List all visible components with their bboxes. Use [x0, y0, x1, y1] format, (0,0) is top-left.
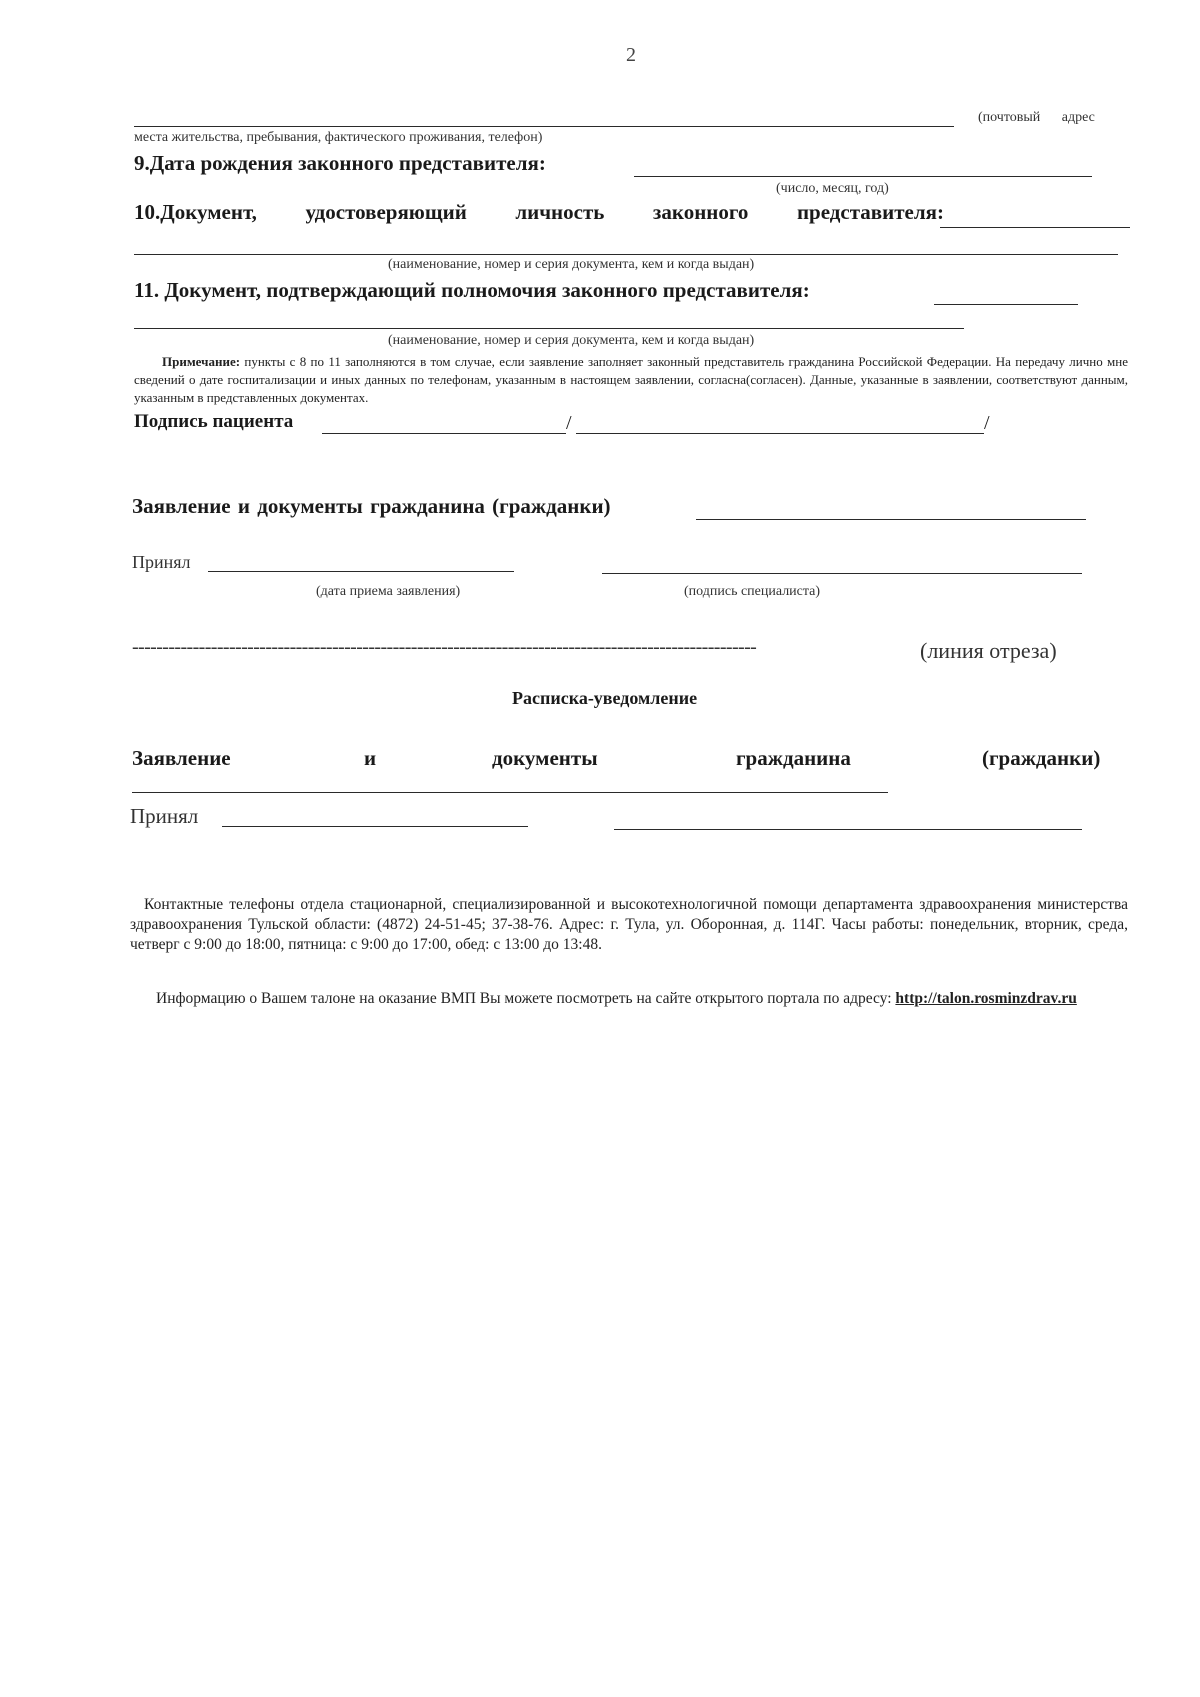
page-number: 2 [626, 44, 636, 66]
cut-line-dashes: ------------------------------------------------------------------------------------------------------- [132, 636, 757, 658]
portal-link[interactable]: http://talon.rosminzdrav.ru [895, 990, 1077, 1007]
address-field-line[interactable] [134, 126, 954, 127]
receipt-word-2: и [364, 746, 377, 770]
item11-hint: (наименование, номер и серия документа, кем и когда выдан) [388, 333, 755, 348]
item10-field-line-2[interactable] [134, 254, 1118, 255]
item11-field-line[interactable] [934, 304, 1078, 305]
item10-label: 10.Документ, удостоверяющий личность законного представителя: [134, 200, 944, 224]
accepted-label: Принял [132, 552, 191, 572]
contacts-paragraph: Контактные телефоны отдела стационарной, специализированной и высокотехнологичной помощи департамента здравоохранения министерства здравоохранения Тульской области: (4872) 24-51-45; 37-38-76. Адрес: г. Тула, ул. Оборонная, д. 114Г. Часы работы: понедельник, вторник, среда, четверг с 9:00 до 18:00, пятница: с 9:00 до 17:00, обед: с 13:00 до 13:48. [130, 896, 1128, 953]
accepted-date-line[interactable] [208, 571, 514, 572]
date-hint: (дата приема заявления) [316, 584, 461, 599]
receipt-word-3: документы [492, 746, 598, 770]
address-caption-left: места жительства, пребывания, фактического проживания, телефон) [134, 130, 543, 145]
item10-hint: (наименование, номер и серия документа, кем и когда выдан) [388, 257, 755, 272]
note-paragraph [134, 353, 1128, 407]
signature-slash-2: / [984, 412, 990, 434]
signature-field-line-2[interactable] [576, 433, 984, 434]
receipt-word-5: (гражданки) [982, 746, 1101, 770]
receipt-accepted-label: Принял [130, 804, 199, 828]
info-paragraph [130, 989, 1128, 1009]
signature-slash-1: / [566, 412, 572, 434]
address-caption-right: (почтовый адрес [978, 110, 1095, 125]
receipt-word-1: Заявление [132, 746, 231, 770]
cut-line-label: (линия отреза) [920, 638, 1057, 663]
item11-field-line-2[interactable] [134, 328, 964, 329]
item9-field-line[interactable] [634, 176, 1092, 177]
signature-field-line-1[interactable] [322, 433, 566, 434]
receipt-word-4: гражданина [736, 746, 851, 770]
signature-hint: (подпись специалиста) [684, 584, 821, 599]
note-prefix: Примечание: [162, 354, 241, 369]
receipt-field-line[interactable] [132, 792, 888, 793]
docs-received-label: Заявление и документы гражданина (гражданки) [132, 494, 611, 518]
signature-label: Подпись пациента [134, 411, 294, 432]
receipt-title: Расписка-уведомление [512, 688, 698, 708]
receipt-accepted-date-line[interactable] [222, 826, 528, 827]
accepted-signature-line[interactable] [602, 573, 1082, 574]
item11-label: 11. Документ, подтверждающий полномочия законного представителя: [134, 278, 810, 302]
note-text: пункты с 8 по 11 заполняются в том случае, если заявление заполняет законный представитель гражданина Российской Федерации. На передачу лично мне сведений о дате госпитализации и иных данных по телефонам, указанным в настоящем заявлении, согласна(согласен). Данные, указанные в заявлении, соответствуют данным, указанным в представленных документах. [134, 354, 1128, 405]
receipt-accepted-signature-line[interactable] [614, 829, 1082, 830]
item9-hint: (число, месяц, год) [776, 181, 889, 196]
info-text: Информацию о Вашем талоне на оказание ВМП Вы можете посмотреть на сайте открытого портала по адресу: [156, 990, 896, 1007]
docs-received-field-line[interactable] [696, 519, 1086, 520]
item10-field-line[interactable] [940, 227, 1130, 228]
item9-label: 9.Дата рождения законного представителя: [134, 151, 546, 175]
